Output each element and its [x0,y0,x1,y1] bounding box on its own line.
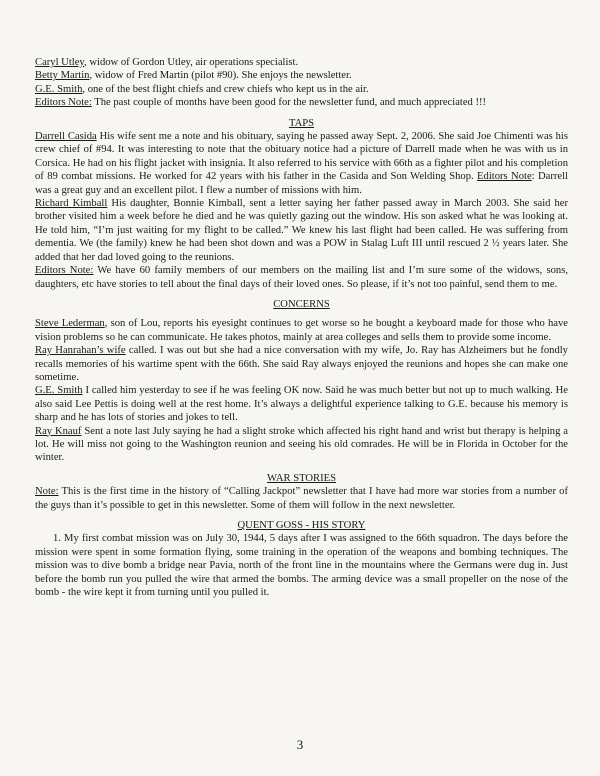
intro-line: G.E. Smith, one of the best flight chiefs and crew chiefs who kept us in the air. [35,83,369,95]
person-name: Ray Knauf [35,425,82,437]
editors-note-label: Editors Note [477,171,532,183]
editors-note-label: Editors Note: [35,265,94,277]
intro-line: Betty Martin, widow of Fred Martin (pilot #90). She enjoys the newsletter. [35,70,352,82]
person-name: Richard Kimball [35,198,108,210]
taps-section [35,117,568,291]
person-name: Steve Lederman [35,318,105,330]
person-name: G.E. Smith [35,83,83,95]
concerns-section [35,298,568,465]
taps-entry: Editors Note: We have 60 family members of our members on the mailing list and I’m sure some of the widows, sons, daughters, etc have stories to tell about the final days of their loved ones. So please, if it’s not too painful, send them to me. [35,265,568,290]
story-paragraph: 1. My first combat mission was on July 30, 1944, 5 days after I was assigned to the 66th squadron. The days before the mission were spent in some formation flying, some training in the operation of the weapons and bombing techniques. The mission was to dive bomb a bridge near Pavia, north of the front line in the mountains where the Germans were dug in. Just before the bomb run you pulled the wire that armed the bombs. The arming device was a small propeller on the nose of the bomb - the wire kept it from turning until you pulled it. [35,533,568,599]
concerns-entry: Ray Hanrahan’s wife called. I was out but she had a nice conversation with my wife, Jo. Ray has Alzheimers but he fondly recalls memories of his wartime spent with the 66th. She said Ray always enjoyed the reunions and hopes she can make one sometime. [35,345,568,383]
concerns-heading: CONCERNS [273,298,330,310]
person-name: Ray Hanrahan’s wife [35,345,126,357]
taps-heading: TAPS [288,117,315,129]
intro-line: Caryl Utley, widow of Gordon Utley, air operations specialist. [35,57,299,68]
quent-goss-heading: QUENT GOSS - HIS STORY [237,520,366,531]
concerns-entry: G.E. Smith I called him yesterday to see if he was feeling OK now. Said he was much better but not up to much walking. He also said Lee Pettis is doing well at the rest home. It’s always a delightful experience talking to G.E. because his memory is sharp and he has lots of stories and jokes to tell. [35,385,568,424]
person-name: Darrell Casida [35,131,97,143]
intro-line: Editors Note: The past couple of months have been good for the newsletter fund, and much appreciated !!! [35,97,487,109]
war-stories-note: Note: This is the first time in the history of “Calling Jackpot” newsletter that I have had more war stories from a number of the guys than it’s possible to get in this newsletter. Some of them will follow in the next newsletter. [35,486,568,511]
intro-section [35,56,568,110]
person-name: Betty Martin [35,70,90,82]
war-stories-section [35,472,568,512]
note-label: Note: [35,486,59,498]
concerns-entry: Ray Knauf Sent a note last July saying he had a slight stroke which affected his right hand and wrist but therapy is helping a lot. He will miss not going to the Washington reunion and seeing his old comrades. He will be in Florida in October for the winter. [35,425,569,464]
person-name: Caryl Utley [35,57,85,68]
page-number: 3 [296,737,304,752]
war-stories-heading: WAR STORIES [267,472,336,484]
taps-entry: Darrell Casida His wife sent me a note and his obituary, saying he passed away Sept. 2, 2006. She said Joe Chimenti was his crew chief of #94. It was interesting to note that the obituary notice had a picture of Darrell made when he was with us in Corsica. He had on his flight jacket with insignia. It also referred to his service with 66th as a fighter pilot and his completion of 89 combat missions. He worked for 42 years with his father in the Casida and Son Welding Shop. Editors Note: Darrell was a great guy and an excellent pilot. I flew a number of missions with him. [35,131,569,196]
taps-entry: Richard Kimball His daughter, Bonnie Kimball, sent a letter saying her father passed away in March 2003. She said her brother visited him a week before he died and he was quietly gazing out the window. His son asked what he was looking at. He told him, “I’m just waiting for my flight to be called.” We knew his last flight had been called. He was suffering from dementia. We (the family) knew he had been shot down and was a POW in Stalag Luft III until rescued 2 ½ years later. She added that her dad loved going to the reunions. [35,198,569,263]
editors-note-label: Editors Note: [35,97,92,109]
concerns-entry: Steve Lederman, son of Lou, reports his eyesight continues to get worse so he bought a keyboard made for those who have vision problems so he can communicate. He takes photos, mainly at area colleges and sells them to provide some income. [35,318,569,343]
quent-goss-section [35,519,568,599]
person-name: G.E. Smith [35,385,83,397]
